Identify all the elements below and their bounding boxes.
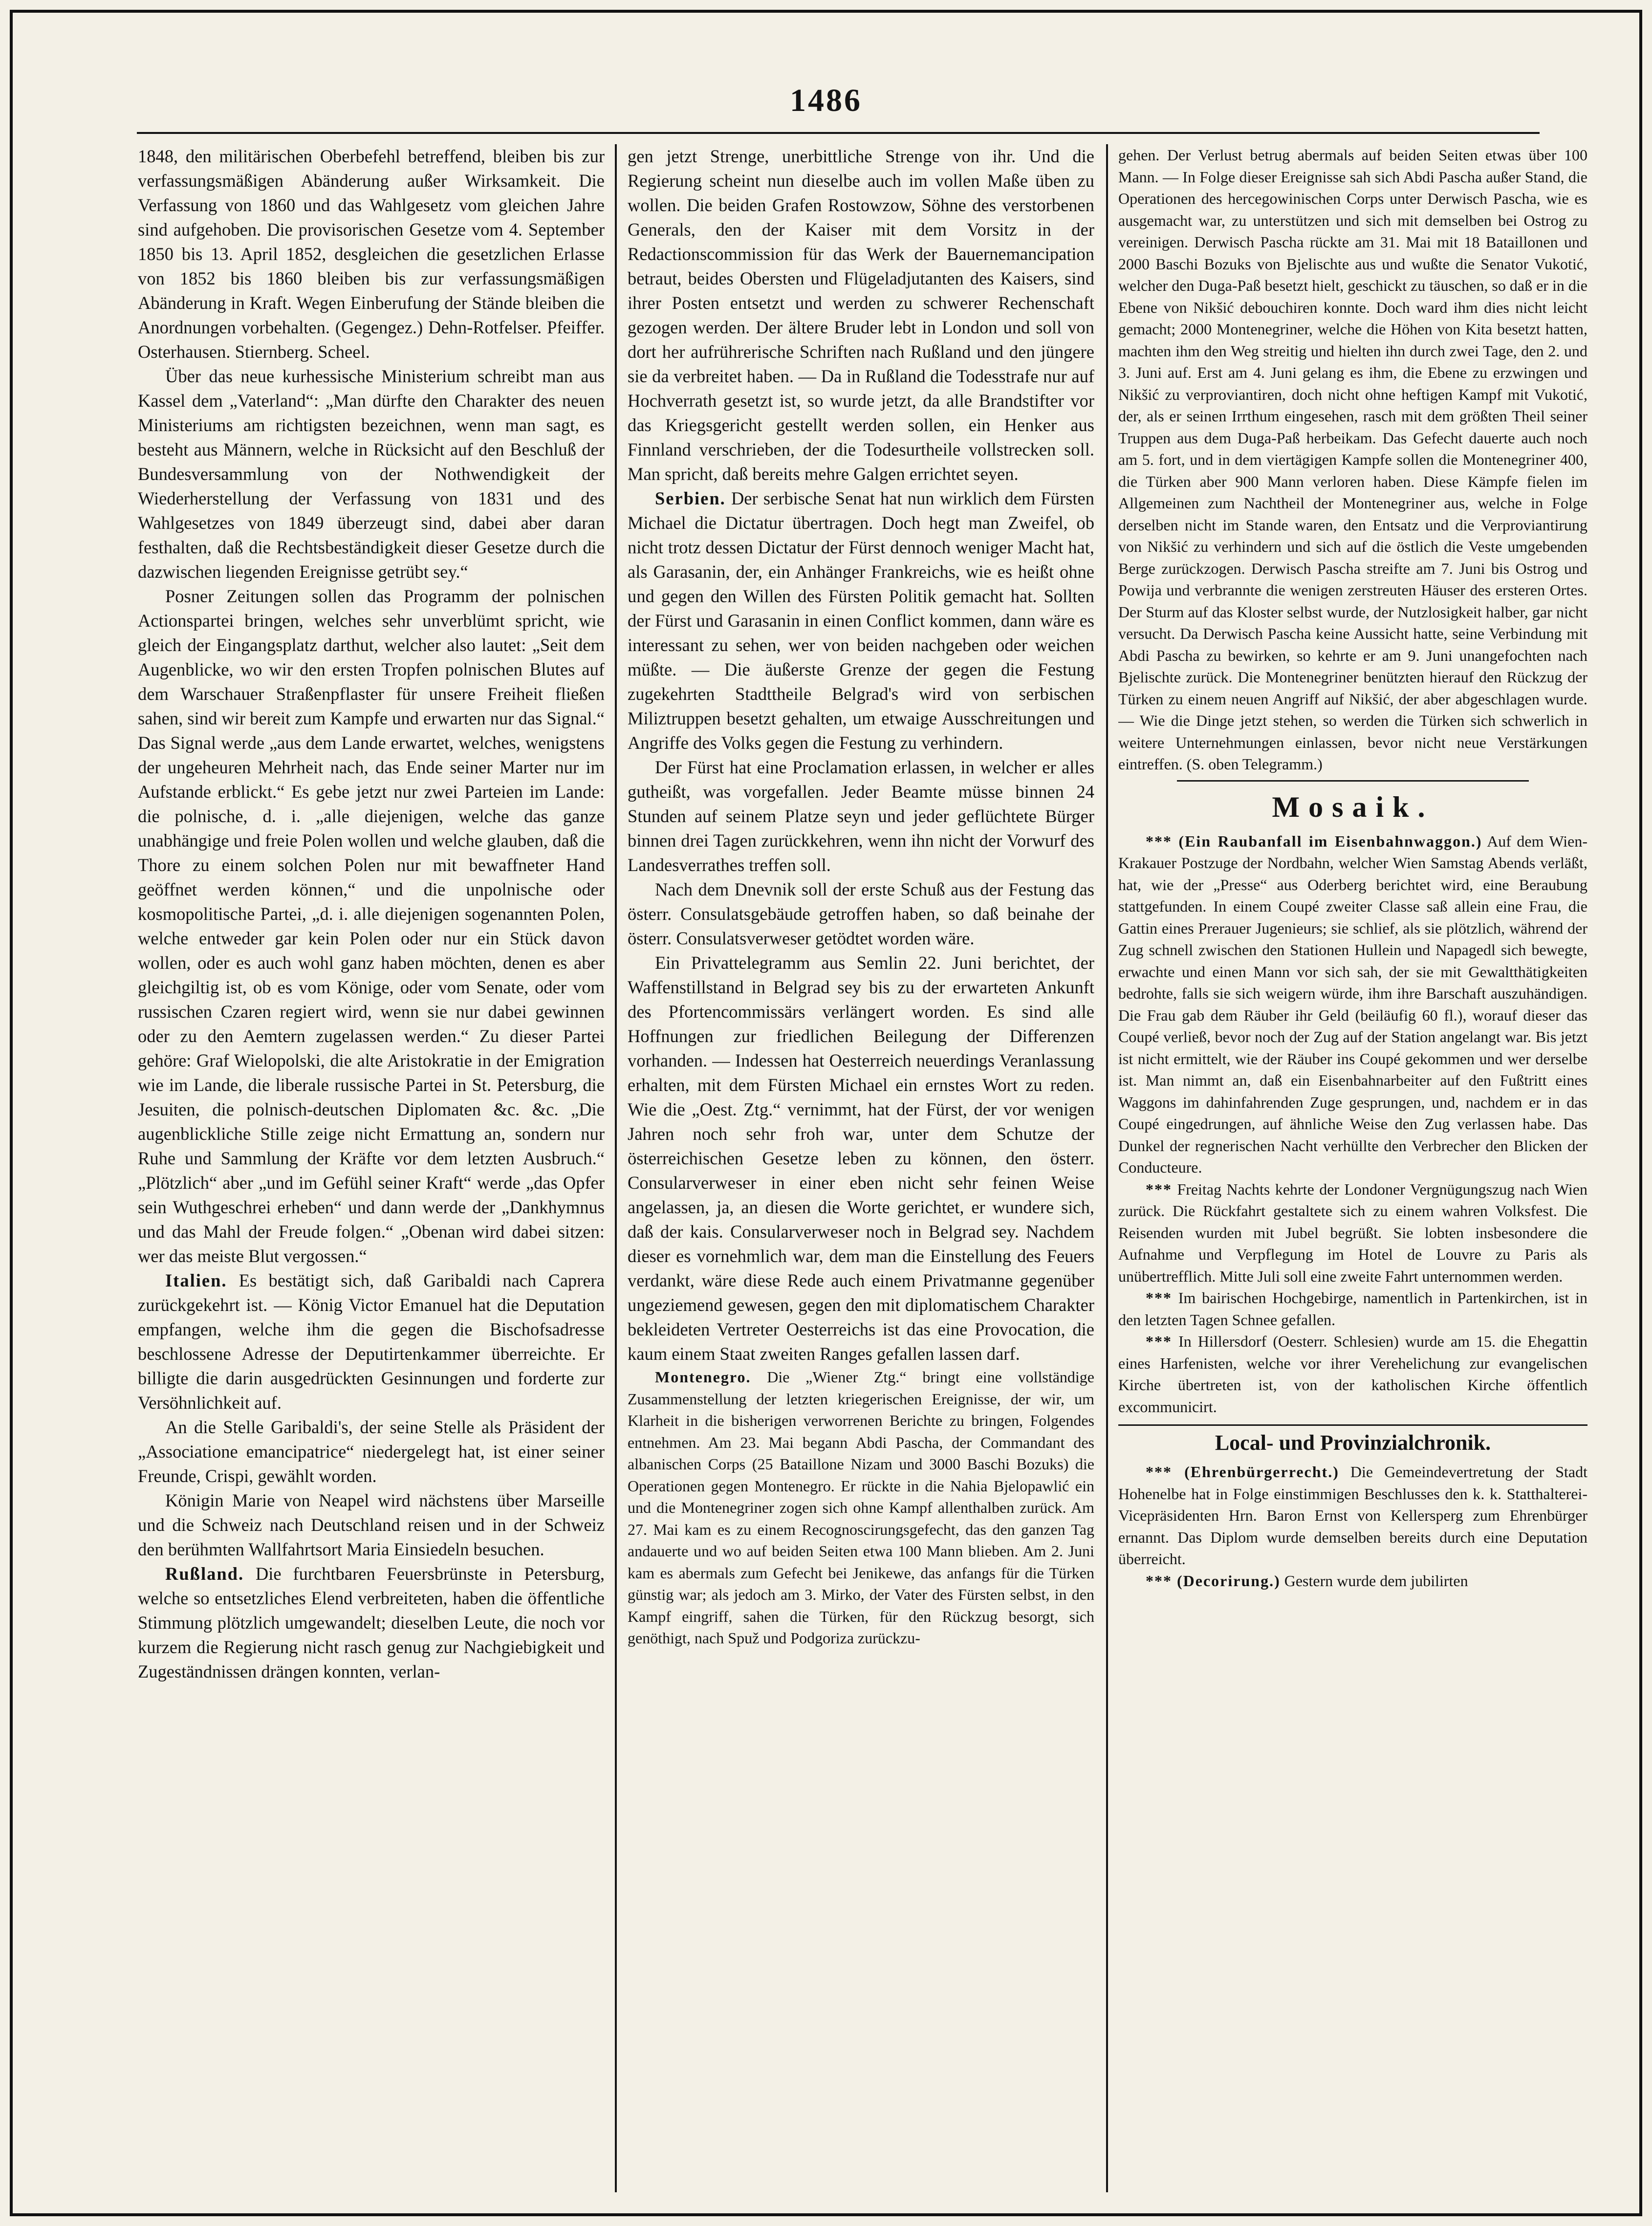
article-paragraph [628, 755, 1094, 877]
article-paragraph [138, 1268, 605, 1415]
article-paragraph [628, 877, 1094, 951]
article-paragraph [1118, 1461, 1587, 1570]
article-paragraph [1118, 1287, 1587, 1331]
article-paragraph [628, 1366, 1094, 1649]
section-rule [1177, 780, 1529, 782]
article-text: Nach dem Dnevnik soll der erste Schuß aus der Festung das österr. Consulatsgebäude getroffen haben, so daß beinahe der österr. Consulatsverweser getödtet worden wäre. [628, 879, 1094, 948]
column-rule [615, 144, 617, 2192]
article-text: Die Gemeindevertretung der Stadt Hohenelbe hat in Folge einstimmigen Beschlusses den k. k. Statthalterei-Vicepräsidenten Hrn. Baron Ernst von Kellersperg zum Ehrenbürger ernannt. Das Diplom wurde demselben bereits durch eine Deputation überreicht. [1118, 1463, 1587, 1568]
column-1 [138, 144, 605, 2197]
article-text: In Hillersdorf (Oesterr. Schlesien) wurde am 15. die Ehegattin eines Harfenisten, welche vor ihrer Verehelichung zur evangelischen Kirche übertreten ist, von der katholischen Kirche öffentlich excommunicirt. [1118, 1332, 1587, 1416]
article-text: Königin Marie von Neapel wird nächstens über Marseille und die Schweiz nach Deutschland reisen und in der Schweiz den berühmten Wallfahrtsort Maria Einsiedeln besuchen. [138, 1490, 605, 1559]
article-text: Posner Zeitungen sollen das Programm der polnischen Actionspartei bringen, welches sehr unverblümt spricht, wie gleich der Eingangsplatz darthut, welcher also lautet: „Seit dem Augenblicke, wo wir den ersten Tropfen polnischen Blutes auf dem Warschauer Straßenpflaster für unsere Freiheit fließen sahen, sind wir bereit zum Kampfe und erwarten nur das Signal.“ Das Signal werde „aus dem Lande erwartet, welches, wenigstens der ungeheuren Mehrheit nach, das Ende seiner Marter nur im Aufstande erblickt.“ Es gebe jetzt nur zwei Parteien im Lande: die polnische, d. i. „alle diejenigen, welche das ganze unabhängige und freie Polen wollen und welche glauben, daß die Thore zu einem solchen Polen nur mit bewaffneter Hand geöffnet werden können,“ und die unpolnische oder kosmopolitische Partei, „d. i. alle diejenigen sogenannten Polen, welche entweder gar kein Polen oder nur ein Stück davon wollen, oder es auch wohl ganz haben möchten, denen es aber gleichgiltig ist, ob es vom Könige, oder vom Senate, oder vom russischen Czaren regiert wird, wenn sie nur dabei gewinnen oder zu den Aemtern zugelassen werden.“ Zu dieser Partei gehöre: Graf Wielopolski, die alte Aristokratie in der Emigration wie im Lande, die liberale russische Partei in St. Petersburg, die Jesuiten, die polnisch-deutschen Diplomaten &c. &c. „Die augenblickliche Stille zeige nicht Ermattung an, sondern nur Ruhe und Sammlung der Kräfte vor dem letzten Ausbruch.“ „Plötzlich“ aber „und im Gefühl seiner Kraft“ werde „das Opfer sein Wuthgeschrei erheben“ und dann werde der „Dankhymnus und das Mahl der Freude folgen.“ „Obenan wird dabei sitzen: wer das meiste Blut vergossen.“ [138, 586, 605, 1266]
article-lead: *** [1146, 1332, 1172, 1350]
column-3 [1118, 144, 1587, 2197]
article-lead: *** (Decorirung.) [1146, 1571, 1281, 1590]
article-lead: Rußland. [165, 1564, 244, 1584]
article-lead: *** (Ehrenbürgerrecht.) [1146, 1463, 1339, 1481]
article-paragraph [1118, 1331, 1587, 1418]
article-lead: *** (Ein Raubanfall im Eisenbahnwaggon.) [1146, 832, 1482, 850]
article-paragraph [1118, 830, 1587, 1178]
article-paragraph [628, 144, 1094, 486]
page-number: 1486 [790, 83, 862, 118]
article-paragraph [138, 144, 605, 364]
article-text: gehen. Der Verlust betrug abermals auf beiden Seiten etwas über 100 Mann. — In Folge dieser Ereignisse sah sich Abdi Pascha außer Stand, die Operationen des hercegowinischen Corps unter Derwisch Pascha, wie es ausgemacht war, zu unterstützen und sich mit demselben bei Ostrog zu vereinigen. Derwisch Pascha rückte am 31. Mai mit 18 Bataillonen und 2000 Baschi Bozuks von Bjelischte aus und wußte die Senator Vukotić, welcher den Duga-Paß besetzt hielt, geschickt zu täuschen, so daß er in die Ebene von Nikšić debouchiren konnte. Doch ward ihm dies nicht leicht gemacht; 2000 Montenegriner, welche die Höhen von Kita besetzt hatten, machten ihm den Weg streitig und hielten ihn durch zwei Tage, den 2. und 3. Juni auf. Erst am 4. Juni gelang es ihm, die Ebene zu erzwingen und Nikšić zu verproviantiren, doch nicht ohne heftigen Kampf mit Vukotić, der, als er seinen Irrthum eingesehen, rasch mit dem größten Theil seiner Truppen aus dem Duga-Paß herbeikam. Das Gefecht dauerte auch noch am 5. fort, und in dem viertägigen Kampfe sollen die Montenegriner 400, die Türken aber 900 Mann verloren haben. Diese Kämpfe fielen im Allgemeinen zum Nachtheil der Montenegriner aus, welche in Folge derselben nicht im Stande waren, den Entsatz und die Verproviantirung von Nikšić zu verhindern und sich auf die östlich die Veste umgebenden Berge zurückzogen. Derwisch Pascha streifte am 7. Juni bis Ostrog und Powija und verbrannte die wenigen zerstreuten Häuser des ersteren Ortes. Der Sturm auf das Kloster selbst wurde, der Nutzlosigkeit halber, gar nicht versucht. Da Derwisch Pascha keine Aussicht hatte, seine Verbindung mit Abdi Pascha zu bewirken, so kehrte er am 9. Juni unangefochten nach Bjelischte zurück. Die Montenegriner benützten hierauf den Rückzug der Türken zu einem neuen Angriff auf Nikšić, der aber abgeschlagen wurde. — Wie die Dinge jetzt stehen, so werden die Türken sich schwerlich in weitere Unternehmungen einlassen, bevor nicht neue Verstärkungen eintreffen. (S. oben Telegramm.) [1118, 146, 1587, 773]
article-text: Die furchtbaren Feuersbrünste in Petersburg, welche so entsetzliches Elend verbreiteten, haben die öffentliche Stimmung plötzlich umgewandelt; dieselben Leute, die noch vor kurzem die Regierung nicht rasch genug zur Nachgiebigkeit und Zugeständnissen drängen konnten, verlan- [138, 1564, 605, 1681]
article-text: gen jetzt Strenge, unerbittliche Strenge von ihr. Und die Regierung scheint nun dieselbe auch im vollen Maße üben zu wollen. Die beiden Grafen Rostowzow, Söhne des verstorbenen Generals, den der Kaiser mit dem Vorsitz in der Redactionscommission für das Werk der Bauernemancipation betraut, beides Obersten und Flügeladjutanten des Kaisers, sind ihrer Posten entsetzt und werden zu schwerer Rechenschaft gezogen werden. Der ältere Bruder lebt in London und soll von dort her aufrührerische Schriften nach Rußland und den jüngere sie da verbreitet haben. — Da in Rußland die Todesstrafe nur auf Hochverrath gesetzt ist, so wurde jetzt, da alle Brandstifter vor das Kriegsgericht gestellt werden sollen, ein Henker aus Finnland verschrieben, der die Todesurtheile vollstrecken soll. Man spricht, daß bereits mehre Galgen errichtet seyen. [628, 146, 1094, 484]
article-text: Ein Privattelegramm aus Semlin 22. Juni berichtet, der Waffenstillstand in Belgrad sey bis zu der erwarteten Ankunft des Pfortencommissärs verlängert worden. Es sind alle Hoffnungen zur friedlichen Beilegung der Differenzen vorhanden. — Indessen hat Oesterreich neuerdings Veranlassung erhalten, mit dem Fürsten Michael ein ernstes Wort zu reden. Wie die „Oest. Ztg.“ vernimmt, hat der Fürst, der vor wenigen Jahren noch sehr froh war, unter dem Schutze der österreichischen Gesetze leben zu können, den österr. Consularverweser in einer eben nicht sehr feinen Weise angelassen, ja, an diesen die Worte gerichtet, er wundere sich, daß der kais. Consularverweser noch in Belgrad sey. Nachdem dieser es vornehmlich war, dem man die Einstellung des Feuers verdankt, wäre diese Rede auch einem Privatmanne gegenüber ungeziemend gewesen, gegen den mit diplomatischem Charakter bekleideten Vertreter Oesterreichs ist das eine Provocation, die kaum einem Staat zweiten Ranges gefallen lassen darf. [628, 953, 1094, 1364]
article-text: Gestern wurde dem jubilirten [1280, 1571, 1468, 1590]
column-2 [628, 144, 1094, 2197]
article-text: Der serbische Senat hat nun wirklich dem Fürsten Michael die Dictatur übertragen. Doch hegt man Zweifel, ob nicht trotz dessen Dictatur der Fürst dennoch weniger Macht hat, als Garasanin, der, ein Anhänger Frankreichs, wie es heißt ohne und gegen den Willen des Fürsten Politik gemacht hat. Sollten der Fürst und Garasanin in einen Conflict kommen, dann wäre es interessant zu sehen, wer von beiden nachgeben oder weichen müßte. — Die äußerste Grenze der gegen die Festung zugekehrten Stadttheile Belgrad's wird von serbischen Miliztruppen besetzt gehalten, um etwaige Ausschreitungen und Angriffe des Volks gegen die Festung zu verhindern. [628, 488, 1094, 753]
article-paragraph [628, 951, 1094, 1366]
section-heading-local-chronicle: Local- und Provinzialchronik. [1118, 1424, 1587, 1458]
article-lead: *** [1146, 1180, 1172, 1198]
column-rule [1106, 144, 1108, 2192]
article-paragraph [628, 486, 1094, 755]
article-lead: Montenegro. [655, 1368, 751, 1386]
article-lead: *** [1146, 1289, 1172, 1307]
section-heading-mosaik: Mosaik. [1272, 790, 1434, 823]
article-text: 1848, den militärischen Oberbefehl betreffend, bleiben bis zur verfassungsmäßigen Abänderung außer Wirksamkeit. Die Verfassung von 1860 und das Wahlgesetz vom gleichen Jahre sind aufgehoben. Die provisorischen Gesetze vom 4. September 1850 bis 13. April 1852, desgleichen die gesetzlichen Erlasse von 1852 bis 1860 bleiben bis zur verfassungsmäßigen Abänderung in Kraft. Wegen Einberufung der Stände bleiben die Anordnungen vorbehalten. (Gegengez.) Dehn-Rotfelser. Pfeiffer. Osterhausen. Stiernberg. Scheel. [138, 146, 605, 362]
article-text: Im bairischen Hochgebirge, namentlich in Partenkirchen, ist in den letzten Tagen Schnee gefallen. [1118, 1289, 1587, 1329]
article-text: Auf dem Wien-Krakauer Postzuge der Nordbahn, welcher Wien Samstag Abends verläßt, hat, wie der „Presse“ aus Oderberg berichtet wird, eine Beraubung stattgefunden. In einem Coupé zweiter Classe saß allein eine Frau, die Gattin eines Prerauer Jugenieurs; sie schlief, als sie plötzlich, während der Zug schnell zwischen den Stationen Hullein und Napagedl sich bewegte, erwachte und einen Mann vor sich sah, der sie mit Gewaltthätigkeiten bedrohte, falls sie sich weigern würde, ihm ihre Barschaft auszuhändigen. Die Frau gab dem Räuber ihr Geld (beiläufig 60 fl.), worauf dieser das Coupé verließ, bevor noch der Zug auf der Station angelangt war. Bis jetzt ist nicht ermittelt, wie der Räuber ins Coupé gekommen und wer derselbe ist. Man nimmt an, daß ein Eisenbahnarbeiter auf den Fußtritt eines Waggons im dahinfahrenden Zuge gesprungen, und, nachdem er in das Coupé eingedrungen, auf ähnliche Weise den Zug verlassen habe. Das Dunkel der regnerischen Nacht verhüllte den Verbrecher den Blicken der Conducteure. [1118, 832, 1587, 1176]
article-text: Freitag Nachts kehrte der Londoner Vergnügungszug nach Wien zurück. Die Rückfahrt gestaltete sich zu einem wahren Volksfest. Die Reisenden wurden mit Jubel begrüßt. Sie lobten insbesondere die Aufnahme und Verpflegung im Hotel de Louvre zu Paris als unübertrefflich. Mitte Juli soll eine zweite Fahrt unternommen werden. [1118, 1180, 1587, 1285]
article-lead: Italien. [165, 1270, 227, 1290]
article-paragraph [1118, 1178, 1587, 1288]
article-paragraph [1118, 1570, 1587, 1592]
article-text: Die „Wiener Ztg.“ bringt eine vollständige Zusammenstellung der letzten kriegerischen Ereignisse, der wir, um Klarheit in die bisherigen verworrenen Berichte zu bringen, Folgendes entnehmen. Am 23. Mai begann Abdi Pascha, der Commandant des albanischen Corps (25 Bataillone Nizam und 3000 Baschi Bozuks) die Operationen gegen Montenegro. Er rückte in die Nahia Bjelopawlić ein und die Montenegriner zogen sich ohne Kampf allenthalben zurück. Am 27. Mai kam es zu einem Recognoscirungsgefecht, das den ganzen Tag andauerte und wo auf beiden Seiten etwa 100 Mann blieben. Am 2. Juni kam es abermals zum Gefecht bei Jenikewe, das anfangs für die Türken günstig war; als jedoch am 3. Mirko, der Vater des Fürsten selbst, in den Kampf eingriff, sahen die Türken, für den Rückzug besorgt, sich genöthigt, nach Spuž und Podgoriza zurückzu- [628, 1368, 1094, 1647]
article-paragraph [138, 364, 605, 584]
article-paragraph [138, 1562, 605, 1684]
article-lead: Serbien. [655, 488, 726, 508]
article-text: Über das neue kurhessische Ministerium schreibt man aus Kassel dem „Vaterland“: „Man dürfte den Charakter des neuen Ministeriums am richtigsten bezeichnen, wenn man sagt, es besteht aus Männern, welche in Rücksicht auf den Beschluß der Bundesversammlung von der Nothwendigkeit der Wiederherstellung der Verfassung von 1831 und des Wahlgesetzes von 1849 überzeugt sind, dabei aber daran festhalten, daß die Rechtsbeständigkeit dieser Gesetze durch die dazwischen liegenden Ereignisse getrübt sey.“ [138, 366, 605, 582]
article-paragraph [138, 1488, 605, 1562]
article-paragraph [138, 584, 605, 1268]
article-text: Es bestätigt sich, daß Garibaldi nach Caprera zurückgekehrt ist. — König Victor Emanuel hat die Deputation empfangen, welche ihm die gegen die Bischofsadresse beschlossene Adresse der Deputirtenkammer überreichte. Er billigte die darin ausgedrückten Gesinnungen und forderte zur Versöhnlichkeit auf. [138, 1270, 605, 1413]
article-paragraph [1118, 144, 1587, 775]
article-paragraph [138, 1415, 605, 1488]
header-rule [137, 132, 1540, 134]
article-text: An die Stelle Garibaldi's, der seine Stelle als Präsident der „Associatione emancipatrice“ niedergelegt hat, ist einer seiner Freunde, Crispi, gewählt worden. [138, 1417, 605, 1486]
article-text: Der Fürst hat eine Proclamation erlassen, in welcher er alles gutheißt, was vorgefallen. Jeder Beamte müsse binnen 24 Stunden auf seinem Platze seyn und jeder geflüchtete Bürger binnen drei Tagen zurückkehren, wenn ihn nicht der Vorwurf des Landesverrathes treffen soll. [628, 757, 1094, 875]
